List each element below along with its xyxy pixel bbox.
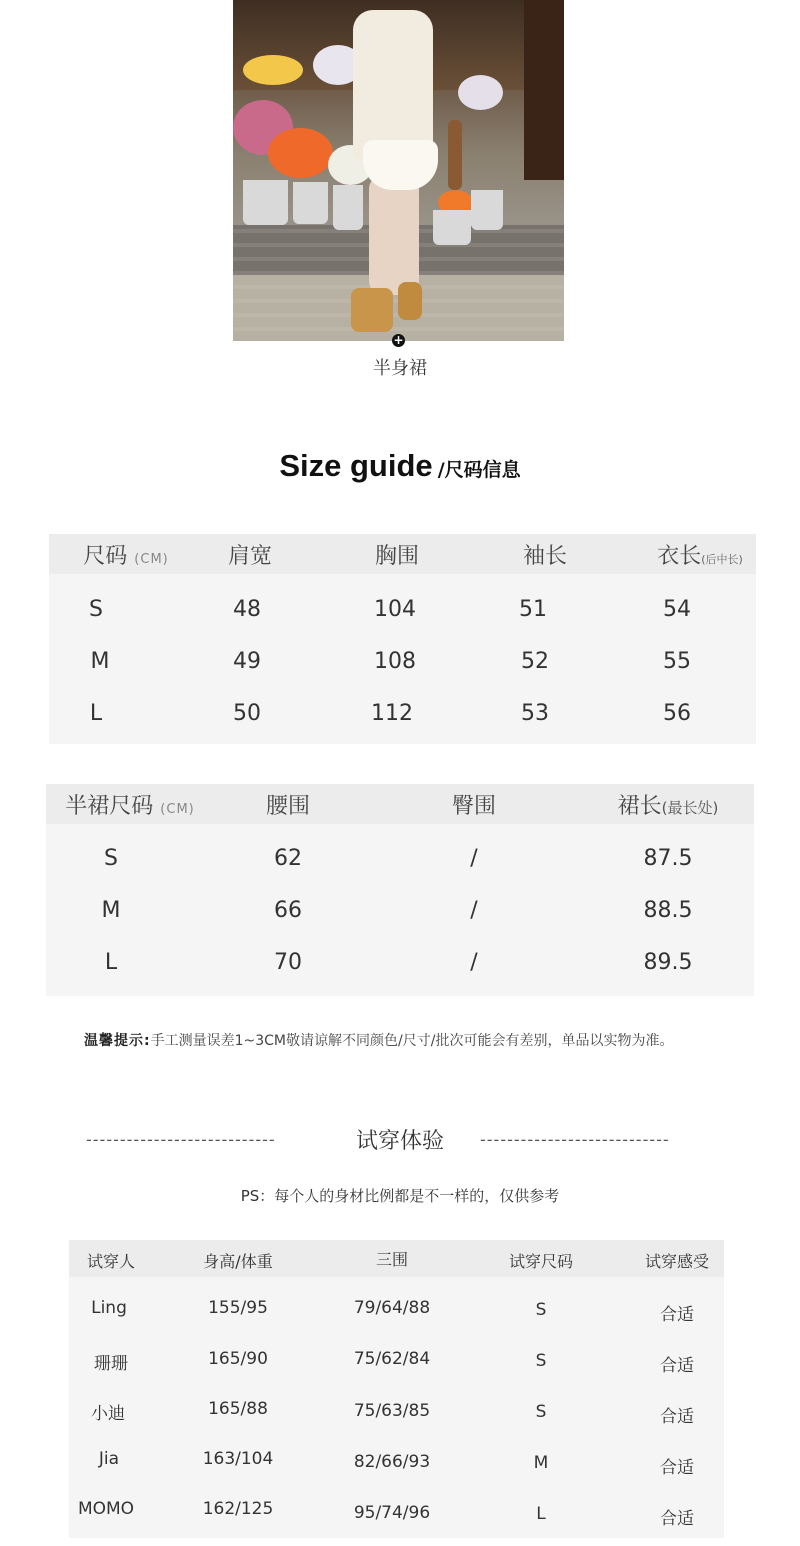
table-cell: M bbox=[101, 898, 121, 923]
table-cell: S bbox=[535, 1300, 547, 1320]
bucket bbox=[293, 182, 328, 224]
table-cell: / bbox=[470, 950, 478, 975]
header-length bbox=[657, 539, 743, 570]
model-knit-top bbox=[353, 10, 433, 160]
table-cell: 75/63/85 bbox=[353, 1401, 431, 1421]
try-on-table bbox=[69, 1240, 724, 1538]
table-cell: 82/66/93 bbox=[353, 1452, 431, 1472]
header-height-weight: 身高/体重 bbox=[203, 1252, 273, 1271]
table-cell: 合适 bbox=[660, 1458, 694, 1478]
table-cell: 89.5 bbox=[643, 950, 693, 975]
table-cell: 55 bbox=[663, 649, 691, 674]
table-cell: / bbox=[470, 846, 478, 871]
table-cell: 合适 bbox=[660, 1356, 694, 1376]
table-cell: 112 bbox=[371, 701, 413, 726]
size-guide-title-en: Size guide bbox=[279, 448, 433, 483]
header-person: 试穿人 bbox=[86, 1252, 136, 1271]
table-cell: MOMO bbox=[77, 1499, 135, 1519]
orange-flowers bbox=[268, 128, 333, 178]
model-skirt bbox=[363, 140, 438, 190]
table-cell: 104 bbox=[374, 597, 416, 622]
header-measurements: 三围 bbox=[375, 1250, 409, 1269]
table-cell: Ling bbox=[91, 1298, 127, 1318]
bucket bbox=[433, 210, 471, 245]
header-length-label: 衣长 bbox=[657, 544, 702, 569]
table-cell: 53 bbox=[521, 701, 549, 726]
table-cell: 合适 bbox=[660, 1305, 694, 1325]
photo-caption: 半身裙 bbox=[373, 358, 427, 379]
header-try-size: 试穿尺码 bbox=[508, 1252, 574, 1271]
table-cell: 小迪 bbox=[91, 1404, 125, 1424]
table-cell: / bbox=[470, 898, 478, 923]
table-cell: 79/64/88 bbox=[353, 1298, 431, 1318]
model-legs bbox=[369, 175, 419, 295]
table-cell: 合适 bbox=[660, 1509, 694, 1529]
table-cell: L bbox=[89, 701, 103, 726]
header-skirt-length-label: 裙长 bbox=[617, 794, 662, 819]
model-boot bbox=[398, 282, 422, 320]
table-cell: 165/88 bbox=[208, 1399, 268, 1419]
header-shoulder: 肩宽 bbox=[227, 544, 273, 569]
header-length-note: (后中长) bbox=[701, 553, 743, 566]
divider-right: ---------------------------- bbox=[480, 1130, 670, 1149]
table-cell: 合适 bbox=[660, 1407, 694, 1427]
header-skirt-size bbox=[65, 789, 194, 820]
try-on-title: 试穿体验 bbox=[355, 1129, 444, 1154]
table-cell: 162/125 bbox=[202, 1499, 274, 1519]
table-cell: 70 bbox=[274, 950, 302, 975]
table-cell: 108 bbox=[374, 649, 416, 674]
table-cell: M bbox=[533, 1453, 549, 1473]
header-skirt-length-note: (最长处) bbox=[661, 799, 719, 817]
bucket bbox=[243, 180, 288, 225]
table-cell: 66 bbox=[274, 898, 302, 923]
header-skirt-size-label: 半裙尺码 bbox=[65, 794, 154, 819]
table-cell: S bbox=[104, 846, 118, 871]
model-boot bbox=[351, 288, 393, 332]
table-cell: 88.5 bbox=[643, 898, 693, 923]
table-cell: L bbox=[104, 950, 118, 975]
table-cell: 49 bbox=[233, 649, 261, 674]
header-feeling: 试穿感受 bbox=[644, 1252, 710, 1271]
table-cell: 54 bbox=[663, 597, 691, 622]
sunflowers bbox=[243, 55, 303, 85]
table-cell: 56 bbox=[663, 701, 691, 726]
table-cell: 87.5 bbox=[643, 846, 693, 871]
size-guide-title bbox=[0, 448, 800, 484]
table-cell: 50 bbox=[233, 701, 261, 726]
table-cell: 52 bbox=[521, 649, 549, 674]
table-cell: S bbox=[89, 597, 103, 622]
measurement-notice bbox=[84, 1030, 673, 1050]
header-size bbox=[83, 539, 168, 570]
table-cell: S bbox=[535, 1351, 547, 1371]
table-cell: 95/74/96 bbox=[353, 1503, 431, 1523]
table-cell: L bbox=[536, 1504, 546, 1524]
header-hip: 臀围 bbox=[451, 794, 497, 819]
bucket bbox=[471, 190, 503, 230]
divider-left: ---------------------------- bbox=[86, 1130, 276, 1149]
table-cell: 165/90 bbox=[208, 1349, 268, 1369]
model-bag bbox=[448, 120, 462, 190]
shop-door bbox=[524, 0, 564, 180]
table-cell: 48 bbox=[233, 597, 261, 622]
table-cell: 珊珊 bbox=[94, 1354, 128, 1374]
header-chest: 胸围 bbox=[374, 544, 420, 569]
table-cell: 163/104 bbox=[202, 1449, 274, 1469]
table-cell: M bbox=[90, 649, 110, 674]
bucket bbox=[333, 185, 363, 230]
plus-icon[interactable]: + bbox=[393, 333, 404, 347]
product-photo[interactable] bbox=[233, 0, 564, 341]
table-cell: 75/62/84 bbox=[353, 1349, 431, 1369]
header-size-unit: (CM) bbox=[134, 552, 169, 567]
header-skirt-length bbox=[618, 789, 719, 820]
header-skirt-size-unit: (CM) bbox=[160, 802, 195, 817]
try-on-ps-note: PS：每个人的身材比例都是不一样的，仅供参考 bbox=[240, 1187, 560, 1205]
table-cell: S bbox=[535, 1402, 547, 1422]
table-cell: 51 bbox=[519, 597, 547, 622]
notice-text: 手工测量误差1~3CM敬请谅解不同颜色/尺寸/批次可能会有差别，单品以实物为准。 bbox=[150, 1033, 674, 1049]
size-guide-title-cn: /尺码信息 bbox=[437, 459, 521, 481]
notice-label: 温馨提示: bbox=[84, 1033, 151, 1049]
header-waist: 腰围 bbox=[265, 794, 311, 819]
table-cell: Jia bbox=[98, 1449, 120, 1469]
table-cell: 155/95 bbox=[208, 1298, 268, 1318]
lilies bbox=[458, 75, 503, 110]
header-sleeve: 袖长 bbox=[522, 544, 568, 569]
table-cell: 62 bbox=[274, 846, 302, 871]
header-size-label: 尺码 bbox=[83, 544, 128, 569]
